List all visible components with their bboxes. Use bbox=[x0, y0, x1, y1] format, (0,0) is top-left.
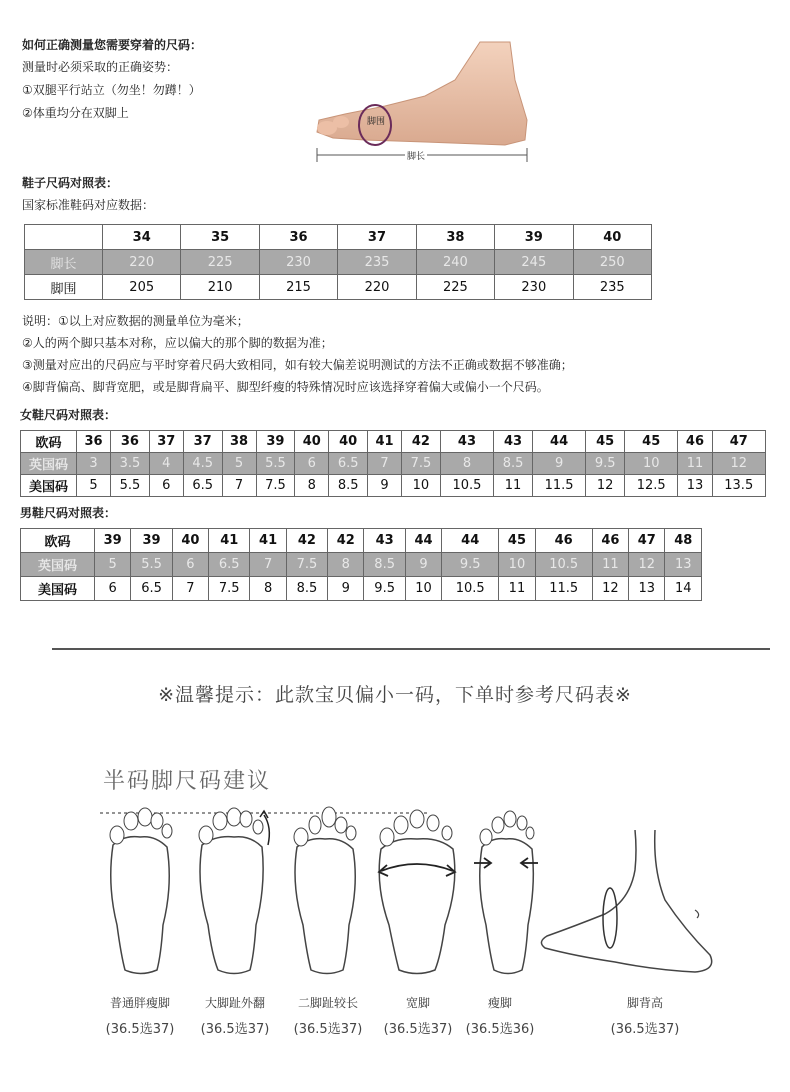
table-cell: 欧码 bbox=[21, 529, 95, 553]
table-cell: 5.5 bbox=[111, 475, 150, 497]
advice-bunion: (36.5选37) bbox=[200, 1022, 270, 1037]
table-cell: 40 bbox=[329, 431, 368, 453]
table-cell: 240 bbox=[416, 250, 494, 275]
table-cell: 7.5 bbox=[256, 475, 295, 497]
table-cell: 7.5 bbox=[209, 577, 250, 601]
table-header-cell: 40 bbox=[573, 225, 651, 250]
table-cell: 8 bbox=[328, 553, 364, 577]
table-cell: 美国码 bbox=[21, 577, 95, 601]
advice-long-toe: (36.5选37) bbox=[293, 1022, 363, 1037]
caption-high-instep: 脚背高 bbox=[626, 996, 663, 1010]
table-cell: 9.5 bbox=[442, 553, 499, 577]
table-cell: 42 bbox=[286, 529, 327, 553]
table-header-cell: 39 bbox=[495, 225, 573, 250]
table-cell: 40 bbox=[172, 529, 208, 553]
table-cell: 10.5 bbox=[535, 553, 592, 577]
table-cell: 41 bbox=[250, 529, 286, 553]
table-cell: 9 bbox=[405, 553, 441, 577]
half-size-title: 半码脚尺码建议 bbox=[103, 769, 272, 794]
length-label: 脚长 bbox=[407, 152, 426, 162]
table-cell: 8.5 bbox=[494, 453, 533, 475]
long-second-toe-figure bbox=[283, 805, 373, 980]
table-cell: 235 bbox=[573, 275, 651, 300]
posture-heading: 测量时必须采取的正确姿势： bbox=[22, 60, 179, 74]
table-cell: 6 bbox=[172, 553, 208, 577]
table-cell: 6 bbox=[95, 577, 131, 601]
advice-normal: (36.5选37) bbox=[105, 1022, 175, 1037]
table-cell: 10 bbox=[499, 553, 535, 577]
table-cell: 43 bbox=[440, 431, 493, 453]
table-cell: 6.5 bbox=[183, 475, 222, 497]
table-cell: 11 bbox=[678, 453, 712, 475]
caption-bunion: 大脚趾外翻 bbox=[204, 996, 265, 1010]
table-cell: 230 bbox=[495, 275, 573, 300]
advice-wide: (36.5选37) bbox=[383, 1022, 453, 1037]
table-cell: 6 bbox=[149, 475, 183, 497]
table-header-row bbox=[25, 225, 652, 250]
men-size-table bbox=[20, 528, 702, 601]
table-cell: 5.5 bbox=[256, 453, 295, 475]
wide-foot-figure bbox=[373, 805, 463, 980]
table-row bbox=[25, 275, 652, 300]
table-cell: 220 bbox=[103, 250, 181, 275]
table-cell: 45 bbox=[625, 431, 678, 453]
table-cell: 44 bbox=[405, 529, 441, 553]
table-cell: 12 bbox=[592, 577, 628, 601]
table-cell: 9.5 bbox=[364, 577, 405, 601]
table-cell: 210 bbox=[181, 275, 259, 300]
table-cell: 11 bbox=[592, 553, 628, 577]
table-cell: 220 bbox=[338, 275, 416, 300]
table-row bbox=[21, 529, 702, 553]
girth-label: 脚围 bbox=[367, 117, 386, 127]
bunion-foot-figure bbox=[190, 805, 280, 980]
posture-rule-2: ②体重均分在双脚上 bbox=[22, 106, 129, 120]
table-cell: 37 bbox=[183, 431, 222, 453]
table-cell: 39 bbox=[95, 529, 131, 553]
table-cell: 37 bbox=[149, 431, 183, 453]
table-cell: 4 bbox=[149, 453, 183, 475]
table-header-cell: 36 bbox=[259, 225, 337, 250]
table-cell: 6.5 bbox=[209, 553, 250, 577]
table-cell: 13 bbox=[629, 577, 665, 601]
table-cell: 9 bbox=[328, 577, 364, 601]
caption-normal: 普通胖瘦脚 bbox=[109, 996, 170, 1010]
table-cell: 46 bbox=[535, 529, 592, 553]
table-cell: 5 bbox=[77, 475, 111, 497]
table-cell: 47 bbox=[629, 529, 665, 553]
table-cell: 12 bbox=[712, 453, 766, 475]
table-cell: 39 bbox=[256, 431, 295, 453]
table-cell: 45 bbox=[499, 529, 535, 553]
table-cell: 43 bbox=[494, 431, 533, 453]
advice-narrow: (36.5选36) bbox=[465, 1022, 535, 1037]
note-1: 说明：①以上对应数据的测量单位为毫米； bbox=[22, 314, 249, 328]
table-header-cell bbox=[25, 225, 103, 250]
table-cell: 12 bbox=[586, 475, 625, 497]
table-cell: 5 bbox=[222, 453, 256, 475]
table-cell: 8 bbox=[250, 577, 286, 601]
table-cell: 215 bbox=[259, 275, 337, 300]
table-cell: 12.5 bbox=[625, 475, 678, 497]
caption-narrow: 瘦脚 bbox=[487, 996, 512, 1010]
table-cell: 9 bbox=[532, 453, 585, 475]
table-cell: 46 bbox=[592, 529, 628, 553]
table-cell: 7 bbox=[368, 453, 402, 475]
note-2: ②人的两个脚只基本对称，应以偏大的那个脚的数据为准； bbox=[22, 336, 333, 350]
table-cell: 7 bbox=[172, 577, 208, 601]
table-cell: 10 bbox=[625, 453, 678, 475]
table-cell: 7 bbox=[250, 553, 286, 577]
table-cell: 3 bbox=[77, 453, 111, 475]
table-cell: 6.5 bbox=[131, 577, 172, 601]
table-cell: 7.5 bbox=[286, 553, 327, 577]
table-cell: 8 bbox=[440, 453, 493, 475]
women-size-table bbox=[20, 430, 766, 497]
shoe-chart-subtitle: 国家标准鞋码对应数据： bbox=[22, 198, 155, 212]
table-cell: 12 bbox=[629, 553, 665, 577]
table-cell: 6 bbox=[295, 453, 329, 475]
table-cell: 8.5 bbox=[329, 475, 368, 497]
table-cell: 英国码 bbox=[21, 453, 77, 475]
women-chart-title: 女鞋尺码对照表： bbox=[20, 408, 117, 422]
table-cell: 5 bbox=[95, 553, 131, 577]
table-cell: 245 bbox=[495, 250, 573, 275]
table-cell: 47 bbox=[712, 431, 766, 453]
table-cell: 36 bbox=[111, 431, 150, 453]
table-cell: 41 bbox=[368, 431, 402, 453]
table-cell: 42 bbox=[402, 431, 441, 453]
table-cell: 8.5 bbox=[364, 553, 405, 577]
table-cell: 13 bbox=[665, 553, 702, 577]
table-cell: 11 bbox=[499, 577, 535, 601]
table-cell: 39 bbox=[131, 529, 172, 553]
table-cell: 脚围 bbox=[25, 275, 103, 300]
table-cell: 38 bbox=[222, 431, 256, 453]
table-cell: 8 bbox=[295, 475, 329, 497]
table-header-cell: 35 bbox=[181, 225, 259, 250]
table-cell: 46 bbox=[678, 431, 712, 453]
table-cell: 45 bbox=[586, 431, 625, 453]
table-row bbox=[21, 475, 766, 497]
table-cell: 235 bbox=[338, 250, 416, 275]
table-row bbox=[21, 553, 702, 577]
table-cell: 11.5 bbox=[532, 475, 585, 497]
table-cell: 13.5 bbox=[712, 475, 766, 497]
table-cell: 10 bbox=[402, 475, 441, 497]
posture-rule-1: ①双腿平行站立（勿坐！勿蹲！） bbox=[22, 83, 201, 97]
table-cell: 13 bbox=[678, 475, 712, 497]
note-3: ③测量对应出的尺码应与平时穿着尺码大致相同，如有较大偏差说明测试的方法不正确或数据不够准确； bbox=[22, 358, 573, 372]
table-cell: 脚长 bbox=[25, 250, 103, 275]
shoe-chart-title: 鞋子尺码对照表： bbox=[22, 176, 119, 190]
section-divider bbox=[52, 648, 770, 650]
national-size-table bbox=[24, 224, 652, 300]
table-cell: 美国码 bbox=[21, 475, 77, 497]
table-cell: 10 bbox=[405, 577, 441, 601]
table-header-cell: 34 bbox=[103, 225, 181, 250]
table-cell: 7.5 bbox=[402, 453, 441, 475]
table-cell: 44 bbox=[532, 431, 585, 453]
high-instep-figure bbox=[535, 830, 725, 984]
table-cell: 14 bbox=[665, 577, 702, 601]
table-cell: 36 bbox=[77, 431, 111, 453]
table-row bbox=[21, 453, 766, 475]
table-cell: 7 bbox=[222, 475, 256, 497]
table-cell: 3.5 bbox=[111, 453, 150, 475]
foot-measure-illustration bbox=[305, 40, 535, 165]
table-row bbox=[25, 250, 652, 275]
caption-long-toe: 二脚趾较长 bbox=[297, 996, 358, 1010]
measure-title: 如何正确测量您需要穿着的尺码： bbox=[22, 38, 203, 52]
table-cell: 225 bbox=[416, 275, 494, 300]
table-cell: 205 bbox=[103, 275, 181, 300]
table-cell: 4.5 bbox=[183, 453, 222, 475]
table-cell: 9 bbox=[368, 475, 402, 497]
table-cell: 6.5 bbox=[329, 453, 368, 475]
note-4: ④脚背偏高、脚背宽肥，或是脚背扁平、脚型纤瘦的特殊情况时应该选择穿着偏大或偏小一个尺码。 bbox=[22, 380, 549, 394]
table-row bbox=[21, 431, 766, 453]
table-cell: 42 bbox=[328, 529, 364, 553]
table-cell: 44 bbox=[442, 529, 499, 553]
table-row bbox=[21, 577, 702, 601]
advice-high-instep: (36.5选37) bbox=[610, 1022, 680, 1037]
table-cell: 9.5 bbox=[586, 453, 625, 475]
caption-wide: 宽脚 bbox=[405, 996, 430, 1010]
table-cell: 10.5 bbox=[442, 577, 499, 601]
table-cell: 英国码 bbox=[21, 553, 95, 577]
table-cell: 欧码 bbox=[21, 431, 77, 453]
table-cell: 10.5 bbox=[440, 475, 493, 497]
table-cell: 11 bbox=[494, 475, 533, 497]
table-cell: 250 bbox=[573, 250, 651, 275]
table-header-cell: 37 bbox=[338, 225, 416, 250]
table-cell: 41 bbox=[209, 529, 250, 553]
table-cell: 43 bbox=[364, 529, 405, 553]
men-chart-title: 男鞋尺码对照表： bbox=[20, 506, 117, 520]
table-cell: 40 bbox=[295, 431, 329, 453]
table-header-cell: 38 bbox=[416, 225, 494, 250]
table-cell: 11.5 bbox=[535, 577, 592, 601]
table-cell: 230 bbox=[259, 250, 337, 275]
table-cell: 225 bbox=[181, 250, 259, 275]
size-tip: ※温馨提示：此款宝贝偏小一码，下单时参考尺码表※ bbox=[158, 684, 632, 706]
normal-foot-figure bbox=[95, 805, 185, 980]
table-cell: 48 bbox=[665, 529, 702, 553]
table-cell: 5.5 bbox=[131, 553, 172, 577]
table-cell: 8.5 bbox=[286, 577, 327, 601]
